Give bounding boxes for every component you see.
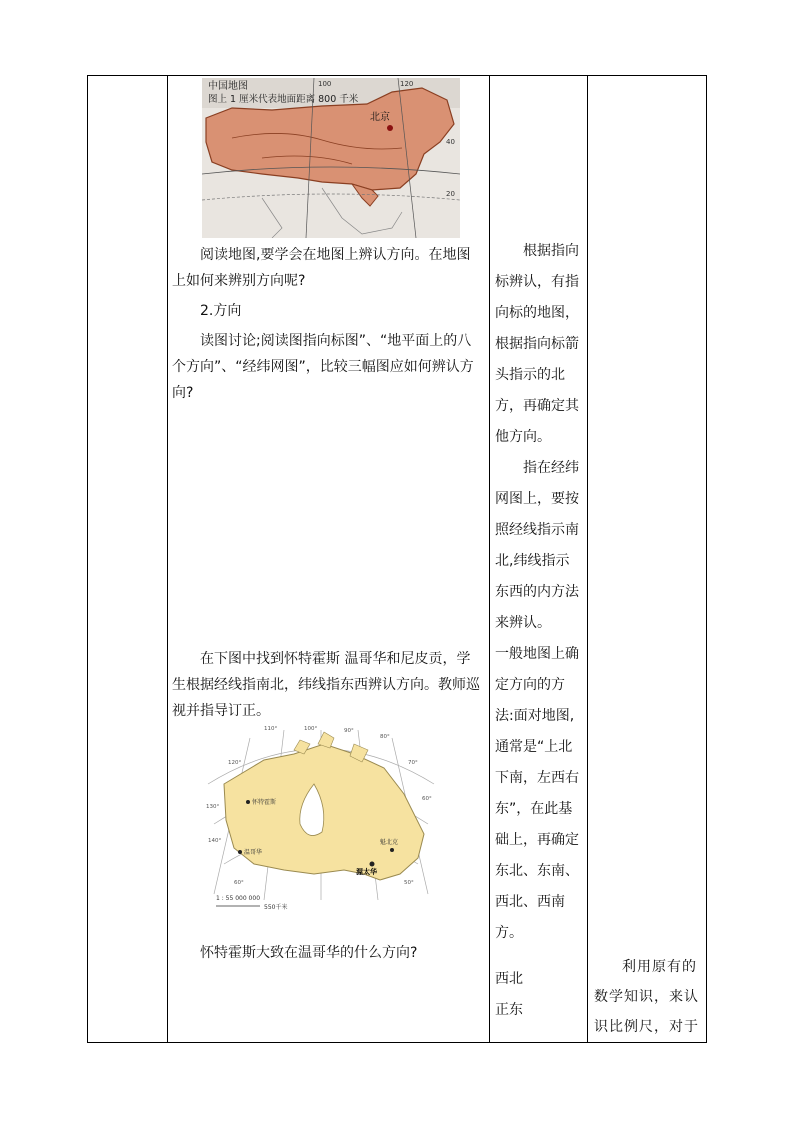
lat-label: 60° <box>234 880 244 886</box>
scale-bar-label: 550千米 <box>264 904 288 911</box>
reading-map-paragraph: 阅读地图,要学会在地图上辨认方向。在地图上如何来辨别方向呢? <box>172 247 471 289</box>
answer-east: 正东 <box>495 1002 523 1018</box>
lat-label-20: 20 <box>446 190 455 198</box>
teaching-activity-cell <box>168 76 488 1042</box>
answer-northwest: 西北 <box>495 971 523 987</box>
design-intent-cell <box>588 76 706 1042</box>
lon-label: 140° <box>208 838 222 844</box>
general-method-paragraph: 一般地图上确定方向的方法:面对地图,通常是“上北下南，左西右东”，在此基础上，再确定东北、东南、西北、西南方。 <box>495 646 579 941</box>
lon-label: 80° <box>380 734 390 740</box>
lon-label: 60° <box>422 796 432 802</box>
scale-ratio: 1 : 55 000 000 <box>216 895 261 902</box>
beijing-marker <box>387 125 393 131</box>
ottawa-label: 渥太华 <box>356 868 377 876</box>
lesson-table <box>87 75 707 1043</box>
direction-heading: 2.方向 <box>200 303 242 319</box>
vancouver-marker <box>238 850 242 854</box>
map-scale-note: 图上 1 厘米代表地面距离 800 千米 <box>208 94 359 105</box>
ottawa-marker <box>370 862 375 867</box>
east-city-marker <box>390 848 394 852</box>
lon-label: 110° <box>264 726 278 732</box>
lon-label-100: 100 <box>318 80 332 88</box>
discussion-paragraph: 读图讨论;阅读图指向标图”、“地平面上的八个方向”、“经纬网图”，比较三幅图应如何辨认方向? <box>172 333 474 401</box>
graticule-method-paragraph: 指在经纬网图上，要按照经线指示南北,纬线指示东西的内方法来辨认。 <box>495 460 579 631</box>
east-city-label: 魁北克 <box>380 839 399 846</box>
lon-label: 120° <box>228 760 242 766</box>
map-title: 中国地图 <box>208 81 248 92</box>
compass-method-paragraph: 根据指向标辨认，有指向标的地图，根据指向标箭头指示的北方，再确定其他方向。 <box>495 243 579 445</box>
scale-intent-paragraph: 利用原有的数学知识，来认识比例尺，对于 <box>594 959 699 1035</box>
china-map-image <box>202 78 460 238</box>
whitehorse-marker <box>246 800 250 804</box>
canada-map-image <box>204 724 438 914</box>
vancouver-label: 温哥华 <box>244 849 263 856</box>
whitehorse-label: 怀特霍斯 <box>252 799 277 806</box>
lon-label-120: 120 <box>400 80 414 88</box>
canada-task-paragraph: 在下图中找到怀特霍斯 温哥华和尼皮贡，学生根据经线指南北，纬线指东西辨认方向。教师巡视并指导订正。 <box>172 651 480 719</box>
lat-label-40: 40 <box>446 138 455 146</box>
student-activity-cell <box>490 76 586 1042</box>
lat-label: 50° <box>404 880 414 886</box>
lon-label: 90° <box>344 728 354 734</box>
lon-label: 70° <box>408 760 418 766</box>
lon-label: 100° <box>304 726 318 732</box>
direction-question: 怀特霍斯大致在温哥华的什么方向? <box>200 945 418 961</box>
lon-label: 130° <box>206 804 220 810</box>
beijing-label: 北京 <box>370 112 390 123</box>
